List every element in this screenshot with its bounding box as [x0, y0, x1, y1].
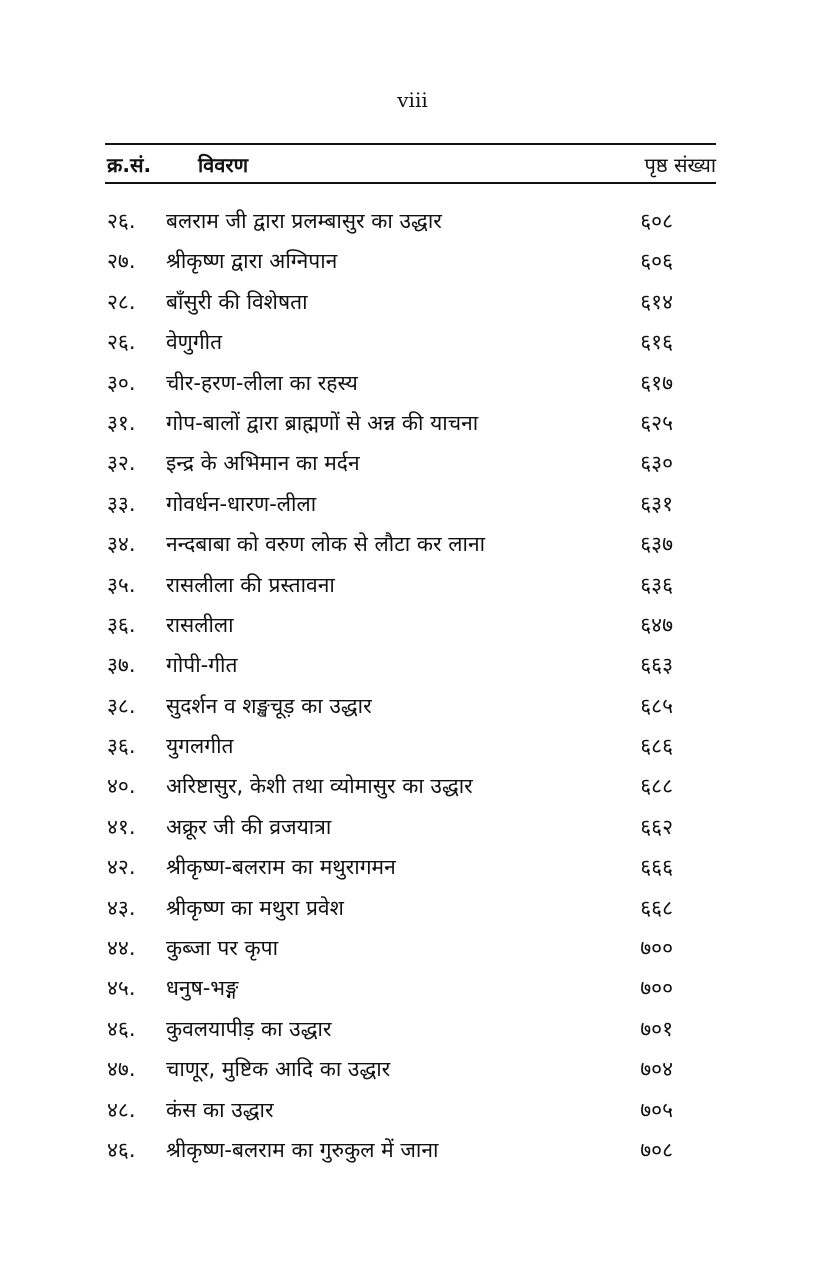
entry-title: श्रीकृष्ण-बलराम का गुरुकुल में जाना: [166, 1137, 439, 1162]
entry-title: बलराम जी द्वारा प्रलम्बासुर का उद्धार: [166, 209, 442, 233]
entry-title: चाणूर, मुष्टिक आदि का उद्धार: [166, 1057, 391, 1082]
entry-title: कुवलयापीड़ का उद्धार: [166, 1016, 332, 1041]
entry-serial-number: ३१.: [107, 410, 136, 435]
entry-title: युगलगीत: [166, 734, 234, 759]
entry-page-number: ६६६: [640, 855, 673, 880]
entry-title: चीर-हरण-लीला का रहस्य: [166, 370, 358, 395]
entry-page-number: ६८६: [640, 734, 673, 759]
toc-entry: [0, 605, 825, 645]
toc-entry: [0, 645, 825, 685]
entry-title: कंस का उद्धार: [166, 1097, 274, 1122]
entry-page-number: ६१४: [640, 289, 673, 314]
entry-title: नन्दबाबा को वरुण लोक से लौटा कर लाना: [166, 532, 486, 557]
entry-page-number: ६१७: [640, 370, 673, 395]
header-top-rule: [105, 143, 716, 145]
entry-serial-number: ३४.: [107, 532, 136, 557]
entry-title: धनुष-भङ्ग: [166, 976, 239, 1001]
entry-title: गोपी-गीत: [166, 653, 238, 678]
entry-serial-number: ३८.: [107, 693, 136, 718]
entry-page-number: ७००: [640, 936, 673, 961]
entry-serial-number: ४०.: [107, 774, 136, 799]
toc-entry: [0, 766, 825, 806]
entry-page-number: ६३६: [640, 572, 673, 597]
entry-serial-number: ३७.: [107, 653, 136, 678]
serial-column-header: क्र.सं.: [107, 153, 152, 177]
header-bottom-rule: [105, 182, 716, 184]
entry-title: सुदर्शन व शङ्खचूड़ का उद्धार: [166, 693, 372, 718]
toc-entry: [0, 726, 825, 766]
toc-entry: [0, 1130, 825, 1170]
entry-title: बाँसुरी की विशेषता: [166, 289, 308, 314]
entry-serial-number: २६.: [107, 209, 136, 233]
toc-entry: [0, 847, 825, 887]
page-column-header: पृष्ठ संख्या: [644, 153, 716, 177]
entry-page-number: ६०८: [640, 209, 673, 233]
entry-serial-number: ४५.: [107, 976, 136, 1001]
toc-header: [0, 148, 825, 180]
page-number: viii: [397, 88, 428, 112]
entry-page-number: ६८८: [640, 774, 673, 799]
entry-title: श्रीकृष्ण का मथुरा प्रवेश: [166, 895, 344, 920]
toc-entry: [0, 928, 825, 968]
entry-title: कुब्जा पर कृपा: [166, 936, 279, 961]
entry-page-number: ६३१: [640, 491, 673, 516]
entry-serial-number: २८.: [107, 289, 136, 314]
toc-entry: [0, 807, 825, 847]
entry-title: श्रीकृष्ण द्वारा अग्निपान: [166, 249, 338, 274]
entry-serial-number: ४६.: [107, 1137, 136, 1162]
toc-entry: [0, 524, 825, 564]
toc-entry: [0, 1009, 825, 1049]
toc-entry: [0, 686, 825, 726]
entry-page-number: ६६८: [640, 895, 673, 920]
entry-serial-number: ३६.: [107, 734, 136, 759]
entry-page-number: ६६३: [640, 653, 673, 678]
entry-page-number: ६६२: [640, 814, 673, 839]
entry-serial-number: ४२.: [107, 855, 136, 880]
entry-title: रासलीला: [166, 612, 234, 637]
toc-entry: [0, 322, 825, 362]
table-of-contents: [0, 201, 825, 1170]
toc-entry: [0, 403, 825, 443]
entry-serial-number: ४४.: [107, 936, 136, 961]
toc-entry: [0, 968, 825, 1008]
entry-page-number: ६१६: [640, 330, 673, 355]
toc-entry: [0, 484, 825, 524]
toc-entry: [0, 282, 825, 322]
toc-entry: [0, 565, 825, 605]
toc-entry: [0, 363, 825, 403]
entry-serial-number: ४८.: [107, 1097, 136, 1122]
entry-title: इन्द्र के अभिमान का मर्दन: [166, 451, 360, 476]
toc-entry: [0, 1049, 825, 1089]
entry-serial-number: २७.: [107, 249, 136, 274]
toc-entry: [0, 888, 825, 928]
entry-page-number: ६४७: [640, 612, 673, 637]
entry-page-number: ७०८: [640, 1137, 673, 1162]
entry-title: श्रीकृष्ण-बलराम का मथुरागमन: [166, 855, 396, 880]
entry-serial-number: ३३.: [107, 491, 136, 516]
toc-entry: [0, 1090, 825, 1130]
entry-title: गोप-बालों द्वारा ब्राह्मणों से अन्न की याचना: [166, 410, 479, 435]
entry-serial-number: ४३.: [107, 895, 136, 920]
entry-page-number: ६३७: [640, 532, 673, 557]
entry-serial-number: ३५.: [107, 572, 136, 597]
entry-page-number: ६०६: [640, 249, 673, 274]
entry-title: अरिष्टासुर, केशी तथा व्योमासुर का उद्धार: [166, 774, 473, 799]
entry-title: रासलीला की प्रस्तावना: [166, 572, 335, 597]
entry-page-number: ७०५: [640, 1097, 673, 1122]
entry-serial-number: ४६.: [107, 1016, 136, 1041]
entry-title: वेणुगीत: [166, 330, 223, 355]
toc-entry: [0, 241, 825, 281]
entry-serial-number: ३०.: [107, 370, 136, 395]
entry-serial-number: ३६.: [107, 612, 136, 637]
entry-page-number: ७०१: [640, 1016, 673, 1041]
entry-serial-number: ४१.: [107, 814, 136, 839]
entry-page-number: ६२५: [640, 410, 673, 435]
entry-serial-number: ४७.: [107, 1057, 136, 1082]
entry-serial-number: ३२.: [107, 451, 136, 476]
description-column-header: विवरण: [198, 153, 249, 177]
entry-page-number: ७०४: [640, 1057, 673, 1082]
entry-page-number: ६८५: [640, 693, 673, 718]
toc-entry: [0, 201, 825, 241]
entry-page-number: ७००: [640, 976, 673, 1001]
entry-title: गोवर्धन-धारण-लीला: [166, 491, 317, 516]
entry-serial-number: २६.: [107, 330, 136, 355]
entry-page-number: ६३०: [640, 451, 673, 476]
toc-entry: [0, 443, 825, 483]
entry-title: अक्रूर जी की व्रजयात्रा: [166, 814, 332, 839]
